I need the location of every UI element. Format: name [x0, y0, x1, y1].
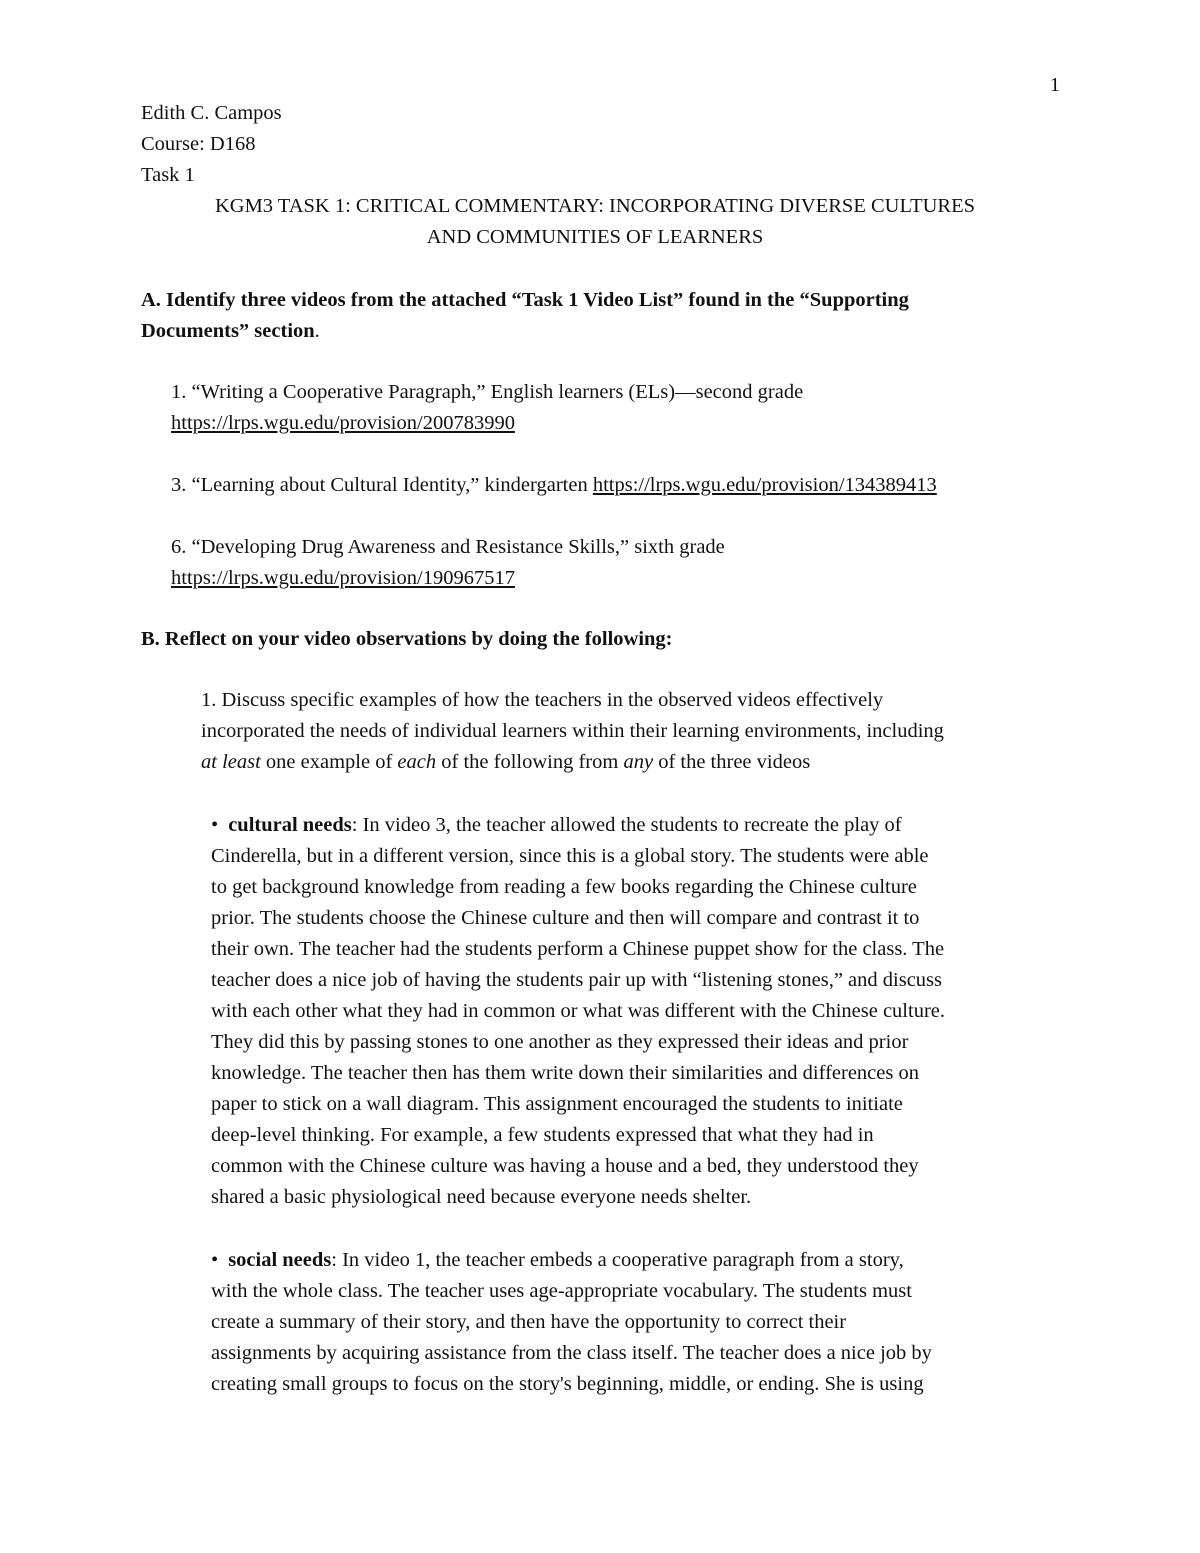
emphasis: each: [397, 751, 437, 773]
video-link[interactable]: https://lrps.wgu.edu/provision/190967517: [171, 567, 515, 589]
cultural-needs-paragraph: • cultural needs: In video 3, the teacher allowed the students to recreate the play of Cinderella, but in a different version, since this is a global story. The students were able to get background knowledge from reading a few books regarding the Chinese culture prior. The students choose the Chinese culture and then will compare and contrast it to their own. The teacher had the students perform a Chinese puppet show for the class. The teacher does a nice job of having the students pair up with “listening stones,” and discuss with each other what they had in common or what was different with the Chinese culture. They did this by passing stones to one another as they expressed their ideas and prior knowledge. The teacher then has them write down their similarities and differences on paper to stick on a wall diagram. This assignment encouraged the students to initiate deep-level thinking. For example, a few students expressed that what they had in common with the Chinese culture was having a house and a bed, they understood they shared a basic physiological need because everyone needs shelter.: [211, 810, 1071, 1213]
discussion-prompt: [201, 685, 1071, 778]
paragraph-line: knowledge. The teacher then has them write down their similarities and differences on: [211, 1062, 919, 1084]
emphasis: any: [623, 751, 654, 773]
task-label: Task 1: [141, 164, 195, 186]
section-a: [141, 285, 1061, 347]
video-link[interactable]: https://lrps.wgu.edu/provision/200783990: [171, 412, 515, 434]
paragraph-line: assignments by acquiring assistance from the class itself. The teacher does a nice job by: [211, 1342, 932, 1364]
emphasis: at least: [201, 751, 261, 773]
section-a-heading-period: .: [314, 320, 320, 342]
paragraph-line: shared a basic physiological need because everyone needs shelter.: [211, 1186, 752, 1208]
prompt-line: incorporated the needs of individual learners within their learning environments, including: [201, 720, 944, 742]
video-item-1: [171, 377, 1061, 439]
paragraph-line: teacher does a nice job of having the students pair up with “listening stones,” and discuss: [211, 969, 942, 991]
prompt-line: at least one example of each of the following from any of the three videos: [201, 751, 811, 773]
paragraph-line: paper to stick on a wall diagram. This assignment encouraged the students to initiate: [211, 1093, 903, 1115]
bullet-icon: •: [211, 814, 219, 836]
video-title: 3. “Learning about Cultural Identity,” kindergarten: [171, 474, 593, 496]
section-b-heading: B. Reflect on your video observations by doing the following:: [141, 628, 673, 650]
paragraph-line: with each other what they had in common or what was different with the Chinese culture.: [211, 1000, 945, 1022]
course-label: Course: D168: [141, 133, 256, 155]
paragraph-line: prior. The students choose the Chinese culture and then will compare and contrast it to: [211, 907, 920, 929]
section-a-heading-line1: A. Identify three videos from the attached “Task 1 Video List” found in the “Supporting: [141, 289, 909, 311]
paragraph-line: They did this by passing stones to one another as they expressed their ideas and prior: [211, 1031, 909, 1053]
social-needs-paragraph: • social needs: In video 1, the teacher embeds a cooperative paragraph from a story, with the whole class. The teacher uses age-appropriate vocabulary. The students must create a summary of their story, and then have the opportunity to correct their assignments by acquiring assistance from the class itself. The teacher does a nice job by creating small groups to focus on the story's beginning, middle, or ending. She is using: [211, 1245, 1071, 1400]
paragraph-line: with the whole class. The teacher uses age-appropriate vocabulary. The students must: [211, 1280, 912, 1302]
paragraph-line: Cinderella, but in a different version, since this is a global story. The students were able: [211, 845, 929, 867]
video-item-3: [171, 470, 1061, 501]
video-link[interactable]: https://lrps.wgu.edu/provision/134389413: [592, 474, 937, 496]
page-number: 1: [1049, 74, 1060, 96]
cultural-needs-label: cultural needs: [228, 814, 352, 836]
document-title-line1: KGM3 TASK 1: CRITICAL COMMENTARY: INCORPORATING DIVERSE CULTURES: [214, 195, 976, 217]
paragraph-line: to get background knowledge from reading a few books regarding the Chinese culture: [211, 876, 917, 898]
bullet-icon: •: [211, 1249, 219, 1271]
prompt-line: 1. Discuss specific examples of how the teachers in the observed videos effectively: [201, 689, 884, 711]
author-name: Edith C. Campos: [141, 102, 282, 124]
social-needs-label: social needs: [228, 1249, 332, 1271]
video-item-6: [171, 532, 1061, 594]
video-title: 6. “Developing Drug Awareness and Resistance Skills,” sixth grade: [171, 536, 725, 558]
document-title-line2: AND COMMUNITIES OF LEARNERS: [426, 226, 764, 248]
section-a-heading-line2: Documents” section: [141, 320, 315, 342]
paragraph-line: common with the Chinese culture was having a house and a bed, they understood they: [211, 1155, 919, 1177]
paragraph-line: deep-level thinking. For example, a few students expressed that what they had in: [211, 1124, 874, 1146]
document-header: [141, 98, 1061, 253]
paragraph-line: creating small groups to focus on the story's beginning, middle, or ending. She is using: [211, 1373, 924, 1395]
video-title: 1. “Writing a Cooperative Paragraph,” English learners (ELs)—second grade: [171, 381, 804, 403]
paragraph-line: their own. The teacher had the students perform a Chinese puppet show for the class. The: [211, 938, 945, 960]
paragraph-line: create a summary of their story, and then have the opportunity to correct their: [211, 1311, 847, 1333]
